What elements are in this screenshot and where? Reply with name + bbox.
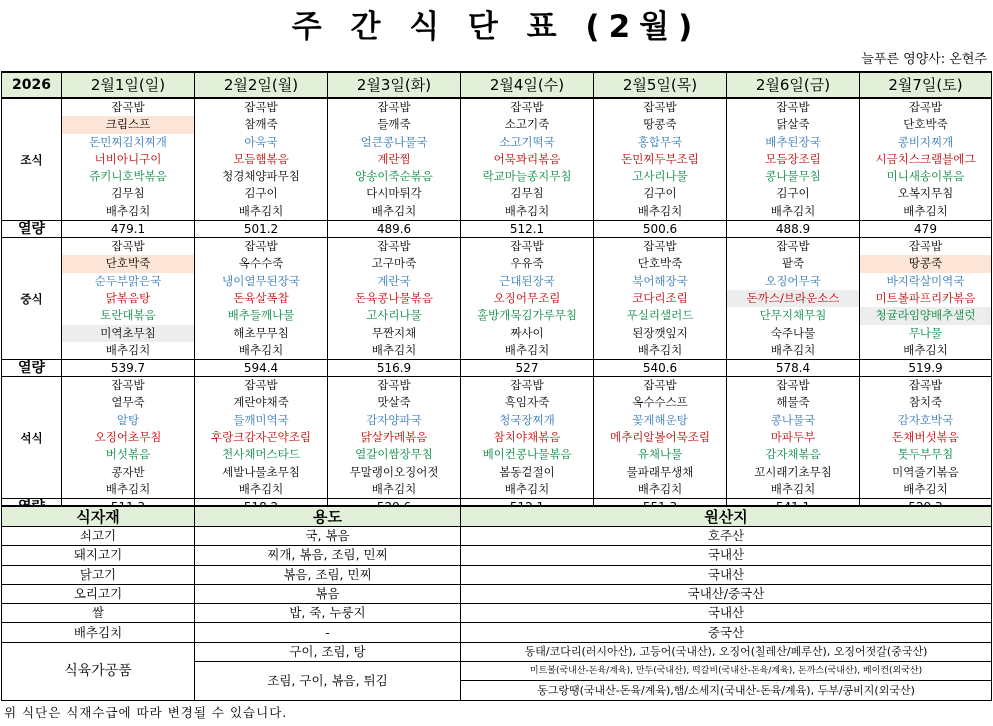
meal-cell xyxy=(461,238,594,360)
ingredient: 쇠고기 xyxy=(2,527,195,546)
menu-item: 잡곡밥 xyxy=(908,100,943,114)
menu-item: 들깨미역국 xyxy=(233,412,289,427)
menu-item: 배추김치 xyxy=(504,342,550,357)
menu-item: 김무침 xyxy=(510,186,544,201)
day-header: 2월6일(금) xyxy=(727,72,860,98)
usage: 밥, 죽, 누룽지 xyxy=(195,604,461,623)
menu-item: 모듬햄볶음 xyxy=(233,151,289,166)
menu-item: 버섯볶음 xyxy=(105,447,151,462)
menu-item: 짜사이 xyxy=(510,325,544,340)
usage: 볶음, 조림, 민찌 xyxy=(195,565,461,584)
menu-item: 잡곡밥 xyxy=(377,378,411,393)
menu-item: 단호박죽 xyxy=(903,117,948,132)
menu-item: 잡곡밥 xyxy=(377,100,411,114)
meal-cell xyxy=(860,238,992,360)
menu-item: 무나물 xyxy=(908,325,943,340)
menu-item: 김무침 xyxy=(111,186,145,201)
calorie-value: 539.7 xyxy=(62,360,195,377)
menu-item: 배추김치 xyxy=(105,342,151,357)
menu-item: 무짠지채 xyxy=(371,325,417,340)
menu-item: 땅콩죽 xyxy=(643,117,677,132)
menu-item: 배추김치 xyxy=(637,203,683,218)
menu-item: 배추김치 xyxy=(770,203,816,218)
usage: 구이, 조림, 탕 xyxy=(195,642,461,661)
menu-item: 돈육콩나물볶음 xyxy=(355,290,433,305)
ingredient: 닭고기 xyxy=(2,565,195,584)
menu-item: 유채나물 xyxy=(637,447,683,462)
menu-item: 감자호박국 xyxy=(897,412,954,427)
ingredient: 쌀 xyxy=(2,604,195,623)
day-header: 2월7일(토) xyxy=(860,72,992,98)
menu-item: 잡곡밥 xyxy=(908,378,943,393)
calorie-value: 516.9 xyxy=(328,360,461,377)
ingredient: 오리고기 xyxy=(2,584,195,603)
menu-item: 톳두부무침 xyxy=(897,447,954,462)
menu-item: 오복지무침 xyxy=(897,186,954,201)
usage: 조림, 구이, 볶음, 튀김 xyxy=(195,662,461,701)
meal-cell xyxy=(860,377,992,499)
menu-item: 배추김치 xyxy=(238,342,284,357)
origin-country: 동태/코다리(러시아산), 고등어(국내산), 오징어(칠레산/페루산), 오징어젓갈(중국산) xyxy=(461,642,992,661)
menu-item: 잡곡밥 xyxy=(111,100,145,114)
meal-cell xyxy=(727,98,860,221)
menu-item: 돈채버섯볶음 xyxy=(892,430,959,445)
day-header: 2월1일(일) xyxy=(62,72,195,98)
calorie-label: 열량 xyxy=(2,221,62,238)
menu-item: 열갈이쌈장무침 xyxy=(355,447,433,462)
menu-item: 해초무무침 xyxy=(233,325,289,340)
menu-item: 닭살카레볶음 xyxy=(360,430,428,445)
menu-item: 돈육살폭찹 xyxy=(233,290,289,305)
menu-item: 잡곡밥 xyxy=(643,239,677,254)
menu-item: 오징어무국 xyxy=(765,273,821,288)
origin-row xyxy=(2,546,992,565)
menu-item: 배추김치 xyxy=(903,481,948,496)
origin-row xyxy=(2,604,992,623)
origin-country: 동그랑땡(국내산-돈육/계육),햄/소세지(국내산-돈육/계육), 두부/콩비지(외국산) xyxy=(461,681,992,700)
menu-item: 아욱국 xyxy=(244,134,278,149)
menu-item: 계란국 xyxy=(377,273,411,288)
menu-item: 푸실리샐러드 xyxy=(626,308,694,323)
meal-cell xyxy=(328,238,461,360)
menu-item: 닭볶음탕 xyxy=(105,290,151,305)
menu-item: 잡곡밥 xyxy=(111,239,145,254)
menu-item: 숙주나물 xyxy=(770,325,816,340)
menu-item: 잡곡밥 xyxy=(643,100,677,114)
menu-item: 배추김치 xyxy=(637,342,683,357)
day-header: 2월3일(화) xyxy=(328,72,461,98)
menu-item: 미니새송이볶음 xyxy=(886,169,965,184)
menu-item: 다시마튀각 xyxy=(366,186,422,201)
menu-item: 바지락살미역국 xyxy=(886,273,965,288)
menu-item: 잡곡밥 xyxy=(510,378,544,393)
origin-row xyxy=(2,565,992,584)
menu-item: 배추김치 xyxy=(504,203,550,218)
origin-country: 호주산 xyxy=(461,527,992,546)
menu-item: 너비아니구이 xyxy=(94,151,162,166)
menu-item: 배추김치 xyxy=(238,203,284,218)
menu-item: 우유죽 xyxy=(510,256,544,271)
menu-item: 양송이죽순볶음 xyxy=(355,169,433,184)
menu-item: 땅콩죽 xyxy=(860,255,991,272)
origin-country: 국내산/중국산 xyxy=(461,584,992,603)
processed-row xyxy=(2,642,992,661)
menu-item: 배추김치 xyxy=(105,481,151,496)
origin-country: 국내산 xyxy=(461,546,992,565)
menu-item: 참치죽 xyxy=(908,395,943,410)
calorie-value: 512.1 xyxy=(461,221,594,238)
menu-item: 참깨죽 xyxy=(244,117,278,132)
dietitian-label: 늘푸른 영양사: 온현주 xyxy=(861,52,987,67)
menu-item: 단호박죽 xyxy=(637,256,683,271)
origin-country: 국내산 xyxy=(461,604,992,623)
meal-cell xyxy=(195,238,328,360)
dinner-label: 석식 xyxy=(2,377,62,499)
menu-item: 콩나물무침 xyxy=(765,169,821,184)
calorie-value: 540.6 xyxy=(594,360,727,377)
usage: 국, 볶음 xyxy=(195,527,461,546)
meal-cell xyxy=(62,98,195,221)
processed-ingredient: 식육가공품 xyxy=(2,642,195,700)
menu-item: 소고기떡국 xyxy=(499,134,555,149)
calorie-value: 594.4 xyxy=(195,360,328,377)
footer-note: 위 식단은 식재수급에 따라 변경될 수 있습니다. xyxy=(4,705,288,720)
menu-item: 미트볼파프리카볶음 xyxy=(875,290,976,305)
menu-item: 김구이 xyxy=(643,186,677,201)
menu-item: 잡곡밥 xyxy=(244,239,278,254)
menu-item: 흑임자죽 xyxy=(504,395,550,410)
menu-item: 감자양파국 xyxy=(366,412,422,427)
meal-cell xyxy=(328,377,461,499)
menu-item: 쥬키니호박볶음 xyxy=(89,169,167,184)
calorie-value: 500.6 xyxy=(594,221,727,238)
menu-item: 배추김치 xyxy=(504,481,550,496)
ingredient: 배추김치 xyxy=(2,623,195,642)
calorie-value: 527 xyxy=(461,360,594,377)
calorie-value: 501.2 xyxy=(195,221,328,238)
menu-item: 토란대볶음 xyxy=(100,308,156,323)
meal-cell xyxy=(727,238,860,360)
origin-header: 용도 xyxy=(195,506,461,527)
menu-item: 배추김치 xyxy=(903,342,948,357)
menu-item: 잡곡밥 xyxy=(111,378,145,393)
menu-item: 마파두부 xyxy=(770,430,816,445)
usage: - xyxy=(195,623,461,642)
meal-cell xyxy=(195,98,328,221)
menu-item: 돈민찌김치찌개 xyxy=(89,134,167,149)
origin-header: 원산지 xyxy=(461,506,992,527)
menu-item: 고사리나물 xyxy=(366,308,422,323)
menu-item: 김구이 xyxy=(244,186,278,201)
year-cell: 2026 xyxy=(2,72,62,98)
menu-item: 옥수수죽 xyxy=(238,256,284,271)
calorie-label: 열량 xyxy=(2,360,62,377)
menu-item: 돈까스/브라운소스 xyxy=(727,290,859,307)
menu-item: 꽃게해운탕 xyxy=(632,412,688,427)
menu-item: 후랑크감자곤약조림 xyxy=(211,430,311,445)
menu-item: 잡곡밥 xyxy=(908,239,943,254)
menu-item: 배추김치 xyxy=(371,342,417,357)
usage: 볶음 xyxy=(195,584,461,603)
menu-item: 고사리나물 xyxy=(632,169,688,184)
weekly-menu-table xyxy=(1,71,992,516)
origin-row xyxy=(2,623,992,642)
menu-item: 북어해장국 xyxy=(632,273,688,288)
menu-item: 팥죽 xyxy=(781,256,805,271)
meal-cell xyxy=(727,377,860,499)
menu-item: 잡곡밥 xyxy=(776,239,810,254)
menu-item: 배추김치 xyxy=(105,203,151,218)
menu-item: 꼬시래기초무침 xyxy=(754,464,832,479)
menu-item: 잡곡밥 xyxy=(510,100,544,114)
calorie-value: 489.6 xyxy=(328,221,461,238)
menu-item: 배추김치 xyxy=(371,203,417,218)
menu-item: 계란야채죽 xyxy=(233,395,289,410)
calorie-value: 488.9 xyxy=(727,221,860,238)
menu-item: 오징어무조림 xyxy=(493,290,561,305)
ingredient: 돼지고기 xyxy=(2,546,195,565)
usage: 찌개, 볶음, 조림, 민찌 xyxy=(195,546,461,565)
menu-item: 크림스프 xyxy=(62,116,194,133)
menu-item: 잡곡밥 xyxy=(377,239,411,254)
menu-item: 알탕 xyxy=(116,412,140,427)
menu-item: 잡곡밥 xyxy=(244,100,278,114)
origin-country: 국내산 xyxy=(461,565,992,584)
menu-item: 청경채양파무침 xyxy=(222,169,300,184)
menu-item: 물파래무생채 xyxy=(626,464,694,479)
menu-item: 오징어초무침 xyxy=(94,430,162,445)
menu-item: 소고기죽 xyxy=(504,117,550,132)
menu-item: 김구이 xyxy=(776,186,810,201)
date-header-row xyxy=(2,72,992,98)
menu-item: 락교마늘종지무침 xyxy=(482,169,572,184)
menu-item: 옥수수스프 xyxy=(632,395,688,410)
meal-cell xyxy=(860,98,992,221)
day-header: 2월4일(수) xyxy=(461,72,594,98)
menu-item: 배추김치 xyxy=(770,481,816,496)
lunch-calorie-row xyxy=(2,360,992,377)
day-header: 2월5일(목) xyxy=(594,72,727,98)
menu-item: 미역줄기볶음 xyxy=(892,464,959,479)
day-header: 2월2일(월) xyxy=(195,72,328,98)
menu-item: 청귤라임양배추샐럿 xyxy=(860,307,991,324)
meal-cell xyxy=(195,377,328,499)
origin-table xyxy=(1,505,992,701)
menu-item: 배추들깨나물 xyxy=(227,308,295,323)
menu-item: 세발나물초무침 xyxy=(222,464,300,479)
menu-item: 단호박죽 xyxy=(62,255,194,272)
origin-country: 미트볼(국내산-돈육/계육), 만두(국내산), 떡갈비(국내산-돈육/계육), 돈까스(국내산), 베이컨(외국산) xyxy=(461,662,992,681)
menu-item: 배추김치 xyxy=(238,481,284,496)
menu-item: 잡곡밥 xyxy=(776,100,810,114)
origin-country: 중국산 xyxy=(461,623,992,642)
menu-item: 열무죽 xyxy=(111,395,145,410)
menu-item: 베이컨콩나물볶음 xyxy=(482,447,572,462)
meal-cell xyxy=(461,377,594,499)
menu-item: 시금치스크램블에그 xyxy=(875,151,976,166)
menu-item: 봄동겉절이 xyxy=(499,464,555,479)
origin-header: 식자재 xyxy=(2,506,195,527)
menu-item: 홀방개묵김가루무침 xyxy=(477,308,577,323)
breakfast-row xyxy=(2,98,992,221)
menu-item: 배추김치 xyxy=(770,342,816,357)
menu-item: 근대된장국 xyxy=(499,273,555,288)
menu-item: 미역초무침 xyxy=(62,325,194,342)
origin-row xyxy=(2,527,992,546)
menu-item: 콩나물국 xyxy=(770,412,816,427)
menu-item: 돈민찌두부조림 xyxy=(621,151,699,166)
menu-item: 무말랭이오징어젓 xyxy=(349,464,439,479)
meal-cell xyxy=(594,98,727,221)
menu-item: 배추김치 xyxy=(371,481,417,496)
page-title: 주 간 식 단 표 (2월) xyxy=(291,9,702,45)
meal-cell xyxy=(328,98,461,221)
menu-item: 된장깻잎지 xyxy=(632,325,688,340)
menu-item: 잡곡밥 xyxy=(244,378,278,393)
menu-item: 단무지채무침 xyxy=(759,308,827,323)
origin-header-row xyxy=(2,506,992,527)
calorie-value: 479.1 xyxy=(62,221,195,238)
breakfast-calorie-row xyxy=(2,221,992,238)
calorie-value: 479 xyxy=(860,221,992,238)
menu-item: 홍합무국 xyxy=(637,134,683,149)
meal-cell xyxy=(62,377,195,499)
menu-item: 잡곡밥 xyxy=(510,239,544,254)
menu-item: 잡곡밥 xyxy=(776,378,810,393)
menu-item: 고구마죽 xyxy=(371,256,417,271)
menu-item: 청국장찌개 xyxy=(499,412,555,427)
menu-item: 계란찜 xyxy=(377,151,411,166)
breakfast-label: 조식 xyxy=(2,98,62,221)
meal-cell xyxy=(461,98,594,221)
menu-item: 모듬장조림 xyxy=(765,151,821,166)
meal-cell xyxy=(62,238,195,360)
menu-item: 천사채머스타드 xyxy=(222,447,300,462)
menu-item: 감자채볶음 xyxy=(765,447,821,462)
menu-item: 배추된장국 xyxy=(765,134,821,149)
menu-item: 닭살죽 xyxy=(776,117,810,132)
meal-cell xyxy=(594,238,727,360)
menu-item: 해물죽 xyxy=(776,395,810,410)
menu-item: 맛살죽 xyxy=(377,395,411,410)
menu-item: 참치야채볶음 xyxy=(493,430,561,445)
menu-item: 콩비지찌개 xyxy=(897,134,954,149)
menu-item: 순두부맑은국 xyxy=(94,273,162,288)
menu-item: 냉이열무된장국 xyxy=(222,273,300,288)
menu-item: 배추김치 xyxy=(637,481,683,496)
menu-item: 메추리알볼어묵조림 xyxy=(610,430,710,445)
menu-item: 들깨죽 xyxy=(377,117,411,132)
menu-item: 코다리조림 xyxy=(632,290,688,305)
menu-item: 잡곡밥 xyxy=(643,378,677,393)
calorie-value: 578.4 xyxy=(727,360,860,377)
menu-item: 콩자반 xyxy=(111,464,145,479)
lunch-row xyxy=(2,238,992,360)
meal-cell xyxy=(594,377,727,499)
menu-item: 배추김치 xyxy=(903,203,948,218)
dinner-row xyxy=(2,377,992,499)
menu-item: 얼큰콩나물국 xyxy=(360,134,428,149)
lunch-label: 중식 xyxy=(2,238,62,360)
origin-row xyxy=(2,584,992,603)
menu-item: 어묵꽈리볶음 xyxy=(493,151,561,166)
calorie-value: 519.9 xyxy=(860,360,992,377)
